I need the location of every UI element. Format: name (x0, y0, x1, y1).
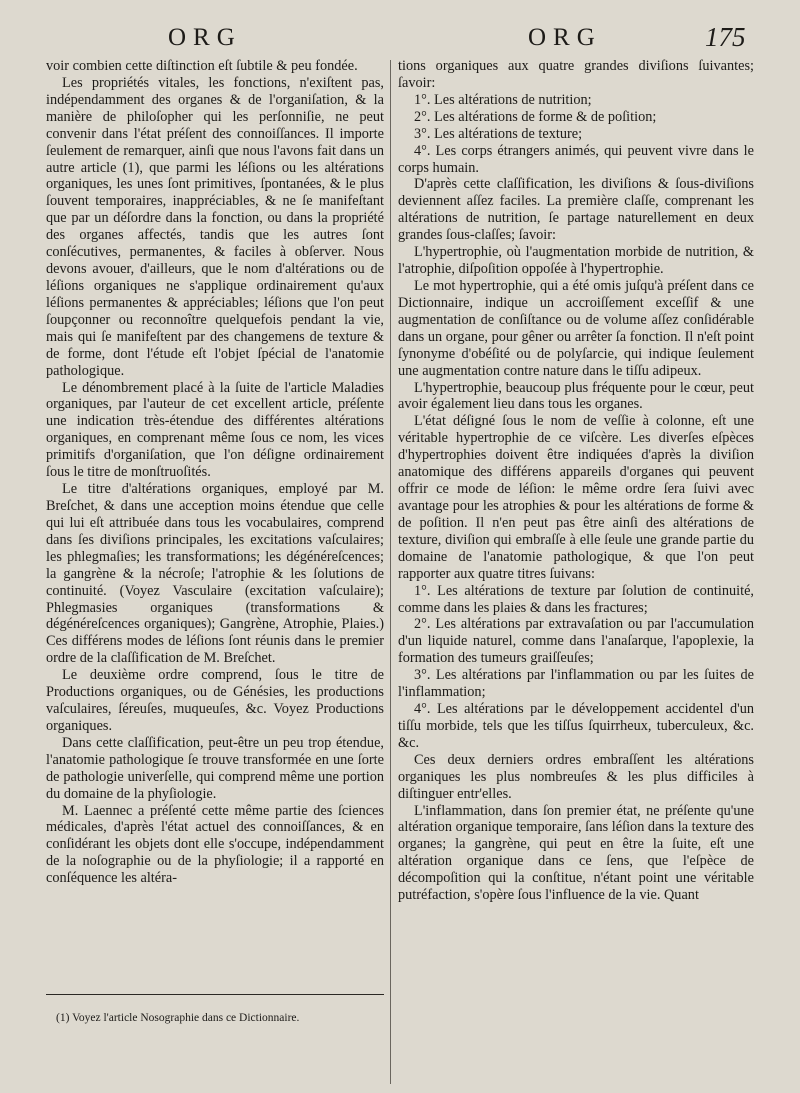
paragraph: Le mot hypertrophie, qui a été omis juſqu'à préſent dans ce Dictionnaire, indique un accroiſſement exceſſif & une augmentation de conſiſtance ou de volume aſſez conſidérable dans un organe, pour gêner ou arrêter ſa fonction. Il n'eſt point ſynonyme d'obéſité ou de polyſarcie, qui indique ſeulement une augmentation contre nature dans le tiſſu adipeux. (398, 277, 754, 379)
paragraph: L'hypertrophie, où l'augmentation morbide de nutrition, & l'atrophie, diſpoſition oppoſée à l'hypertrophie. (398, 244, 754, 278)
left-column (46, 58, 384, 1088)
paragraph: D'après cette claſſification, les diviſions & ſous-diviſions deviennent aſſez faciles. La première claſſe, comprenant les altérations de nutrition, ſe partage naturellement en deux grandes ſous-claſſes; ſavoir: (398, 176, 754, 244)
paragraph: M. Laennec a préſenté cette même partie des ſciences médicales, d'après l'état actuel des connoiſſances, & en conſidérant les objets dont elle s'occupe, indépendamment de la noſographie ou de la phyſiologie; il a rapporté en conſéquence les altéra- (46, 802, 384, 887)
page-number: 175 (705, 22, 746, 52)
paragraph: L'état déſigné ſous le nom de veſſie à colonne, eſt une véritable hypertrophie de ce viſcère. Les diverſes eſpèces d'hypertrophies doivent être indiquées d'après la diviſion anatomique des différens appareils d'organes qui peuvent offrir ce mode de léſion: le même ordre ſera ſuivi avec avantage pour les atrophies & pour les altérations de forme & de poſition. Il n'en peut pas être ainſi des altérations de texture, diviſion qui embraſſe à elle ſeule une grande partie du domaine de l'anatomie pathologique, & que l'on peut rapporter aux quatre titres ſuivans: (398, 413, 754, 582)
list-item: 3°. Les altérations par l'inflammation ou par les ſuites de l'inflammation; (398, 667, 754, 701)
paragraph: Le dénombrement placé à la ſuite de l'article Maladies organiques, par l'auteur de cet excellent article, préſente une indication très-étendue des différentes altérations organiques, en comprenant même ſous ce nom, les vices primitifs d'organiſation, que l'on déſigne ordinairement ſous le titre de monſtruoſités. (46, 379, 384, 481)
paragraph: tions organiques aux quatre grandes diviſions ſuivantes; ſavoir: (398, 58, 754, 91)
paragraph: Le deuxième ordre comprend, ſous le titre de Productions organiques, ou de Génésies, les productions vaſculaires, ſéreuſes, muqueuſes, &c. Voyez Productions organiques. (46, 667, 384, 734)
footnote-divider (46, 994, 384, 995)
paragraph: L'inflammation, dans ſon premier état, ne préſente qu'une altération organique temporaire, ſans léſion dans la texture des organes; la gangrène, qui peut en être la ſuite, eſt une altération organique dans ce ſens, que l'eſpèce de décompoſition qui la conſtitue, n'étant point une véritable putréfaction, s'opère ſous l'influence de la vie. Quant (398, 802, 754, 904)
paragraph: voir combien cette diſtinction eſt ſubtile & peu fondée. (46, 58, 358, 74)
list-item: 4°. Les altérations par le développement accidentel d'un tiſſu morbide, tels que les tiſſus ſquirrheux, tuberculeux, &c. &c. (398, 701, 754, 751)
paragraph: Dans cette claſſification, peut-être un peu trop étendue, l'anatomie pathologique ſe trouve transformée en une ſorte de pathologie univerſelle, qui comprend même une portion du domaine de la phyſiologie. (46, 734, 384, 802)
paragraph: L'hypertrophie, beaucoup plus fréquente pour le cœur, peut avoir également lieu dans tous les organes. (398, 379, 754, 413)
list-item: 3°. Les altérations de texture; (414, 125, 583, 142)
right-column (398, 58, 754, 1088)
header-left-title: ORG (168, 24, 242, 51)
running-head (0, 16, 800, 56)
list-item: 2°. Les altérations par extravaſation ou par l'accumulation d'un liquide naturel, comme dans l'anaſarque, l'apoplexie, la formation des tumeurs graiſſeuſes; (398, 616, 754, 667)
list-item: 1°. Les altérations de texture par ſolution de continuité, comme dans les plaies & dans les fractures; (398, 582, 754, 616)
column-divider (390, 60, 391, 1084)
paragraph: Le titre d'altérations organiques, employé par M. Breſchet, & dans une acception moins étendue que celle qui lui eſt attribuée dans tous les vocabulaires, comprend dans ſes diviſions principales, les excitations vaſculaires; les phlegmaſies; les transformations; les dégénéreſcences; la gangrène & la nécroſe; l'atrophie & les ſolutions de continuité. (Voyez Vasculaire (excitation vaſculaire); Phlegmasies organiques (transformations & dégénéreſcences organiques); Gangrène, Atrophie, Plaies.) Ces différens modes de léſions ſont réunis dans le premier ordre de la claſſification de M. Breſchet. (46, 481, 384, 667)
header-right-title: ORG (528, 24, 602, 51)
paragraph: Ces deux derniers ordres embraſſent les altérations organiques les plus nombreuſes & les plus difficiles à diſtinguer entr'elles. (398, 751, 754, 802)
list-item: 2°. Les altérations de forme & de poſition; (414, 108, 657, 125)
paragraph: Les propriétés vitales, les fonctions, n'exiſtent pas, indépendamment des organes & de l'organiſation, & la manière de philoſopher qui les perſonniſie, ne peut convenir dans l'état préſent des connoiſſances. Il importe ſeulement de remarquer, ainſi que nous l'avons fait dans un autre article (1), que parmi les léſions ou les altérations organiques, les unes ſont primitives, ſpontanées, & le plus ſouvent temporaires, inappréciables, & ne ſe manifeſtant que par un déſordre dans la fonction, ou dans la propriété des organes affectés, tandis que les autres ſont conſécutives, permanentes, & faciles à obſerver. Nous devons avouer, d'ailleurs, que le nom d'altérations ou de léſions organiques ne s'applique ordinairement qu'aux léſions permanentes & appréciables; léſions que l'on peut ſoupçonner ou reconnoître quelquefois pendant la vie, mais qui ſe manifeſtent par des changemens de texture & de forme, dont l'étude eſt l'objet ſpécial de l'anatomie pathologique. (46, 74, 384, 379)
footnote: (1) Voyez l'article Nosographie dans ce Dictionnaire. (56, 1012, 300, 1024)
list-item: 4°. Les corps étrangers animés, qui peuvent vivre dans le corps humain. (398, 142, 754, 176)
list-item: 1°. Les altérations de nutrition; (414, 91, 592, 108)
